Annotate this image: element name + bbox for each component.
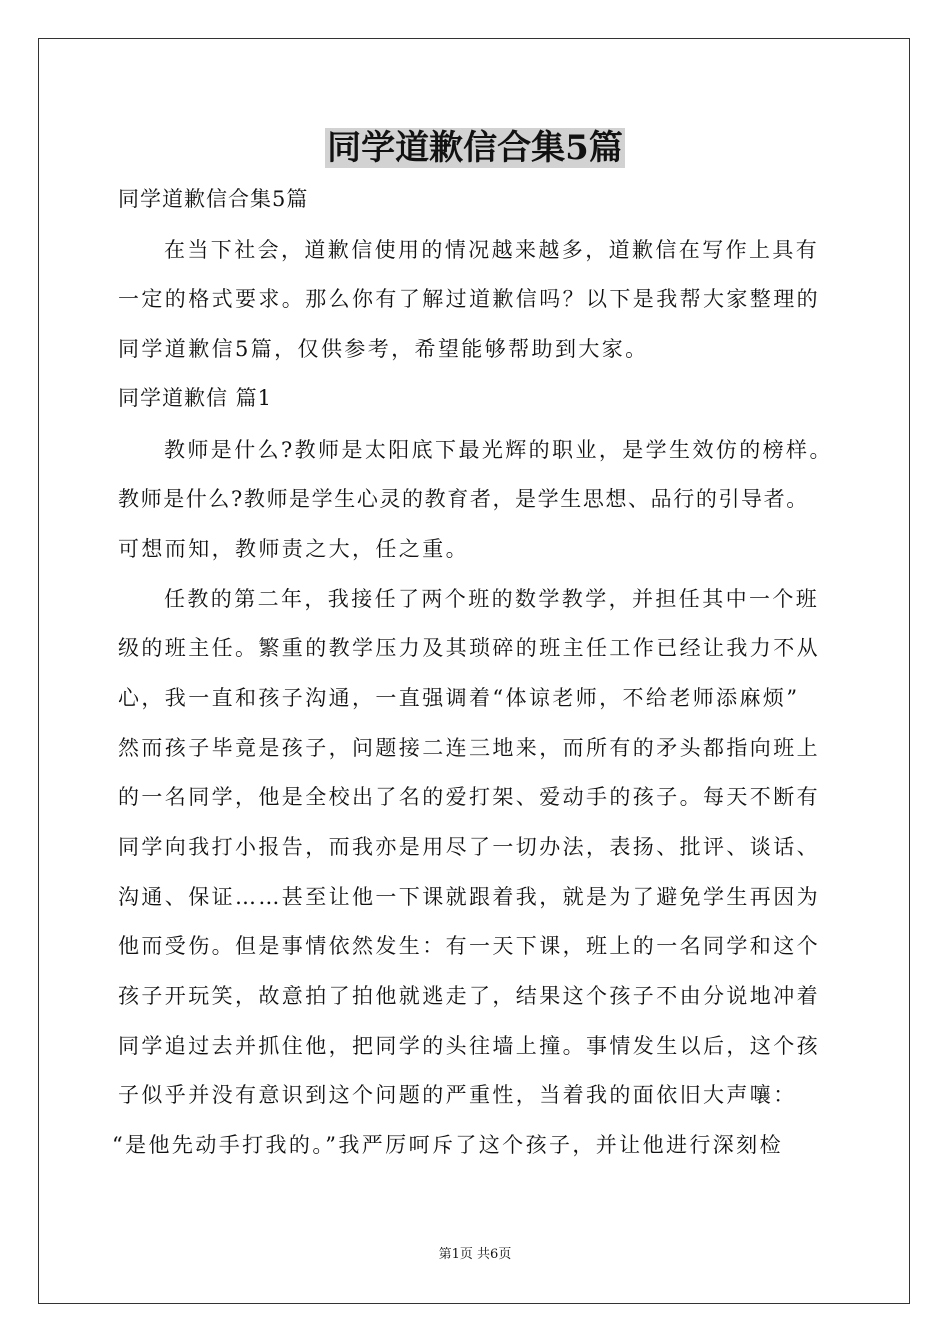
subtitle-line: 同学道歉信合集5篇 (118, 187, 309, 211)
section-heading: 同学道歉信 篇1 (118, 386, 273, 410)
paragraph-line: 孩子开玩笑，故意拍了拍他就逃走了，结果这个孩子不由分说地冲着 (118, 984, 820, 1008)
paragraph-line: 然而孩子毕竟是孩子，问题接二连三地来，而所有的矛头都指向班上 (118, 736, 820, 760)
paragraph-line: 教师是什么?教师是太阳底下最光辉的职业，是学生效仿的榜样。 (164, 438, 833, 462)
page-footer: 第1页 共6页 (438, 1247, 512, 1262)
page-border (38, 38, 910, 1304)
document-title (0, 124, 950, 172)
paragraph-line: 级的班主任。繁重的教学压力及其琐碎的班主任工作已经让我力不从 (118, 636, 820, 660)
paragraph-line: 教师是什么?教师是学生心灵的教育者，是学生思想、品行的引导者。 (118, 487, 809, 511)
paragraph-line: 心，我一直和孩子沟通，一直强调着“体谅老师，不给老师添麻烦” (118, 686, 800, 710)
paragraph-line: 沟通、保证……甚至让他一下课就跟着我，就是为了避免学生再因为 (118, 885, 820, 909)
paragraph-line: 的一名同学，他是全校出了名的爱打架、爱动手的孩子。每天不断有 (118, 785, 820, 809)
paragraph-line: 他而受伤。但是事情依然发生：有一天下课，班上的一名同学和这个 (118, 934, 820, 958)
document-title-text: 同学道歉信合集5篇 (327, 128, 623, 168)
paragraph-line: 子似乎并没有意识到这个问题的严重性，当着我的面依旧大声嚷： (118, 1083, 797, 1107)
paragraph-line: 同学向我打小报告，而我亦是用尽了一切办法，表扬、批评、谈话、 (118, 835, 820, 859)
paragraph-line: 一定的格式要求。那么你有了解过道歉信吗？以下是我帮大家整理的 (118, 287, 820, 311)
paragraph-line: 在当下社会，道歉信使用的情况越来越多，道歉信在写作上具有 (164, 238, 820, 262)
paragraph-line: “是他先动手打我的。”我严厉呵斥了这个孩子，并让他进行深刻检 (112, 1133, 783, 1157)
paragraph-line: 同学道歉信5篇，仅供参考，希望能够帮助到大家。 (118, 337, 649, 361)
paragraph-line: 同学追过去并抓住他，把同学的头往墙上撞。事情发生以后，这个孩 (118, 1034, 820, 1058)
paragraph-line: 任教的第二年，我接任了两个班的数学教学，并担任其中一个班 (164, 587, 820, 611)
paragraph-line: 可想而知，教师责之大，任之重。 (118, 537, 469, 561)
